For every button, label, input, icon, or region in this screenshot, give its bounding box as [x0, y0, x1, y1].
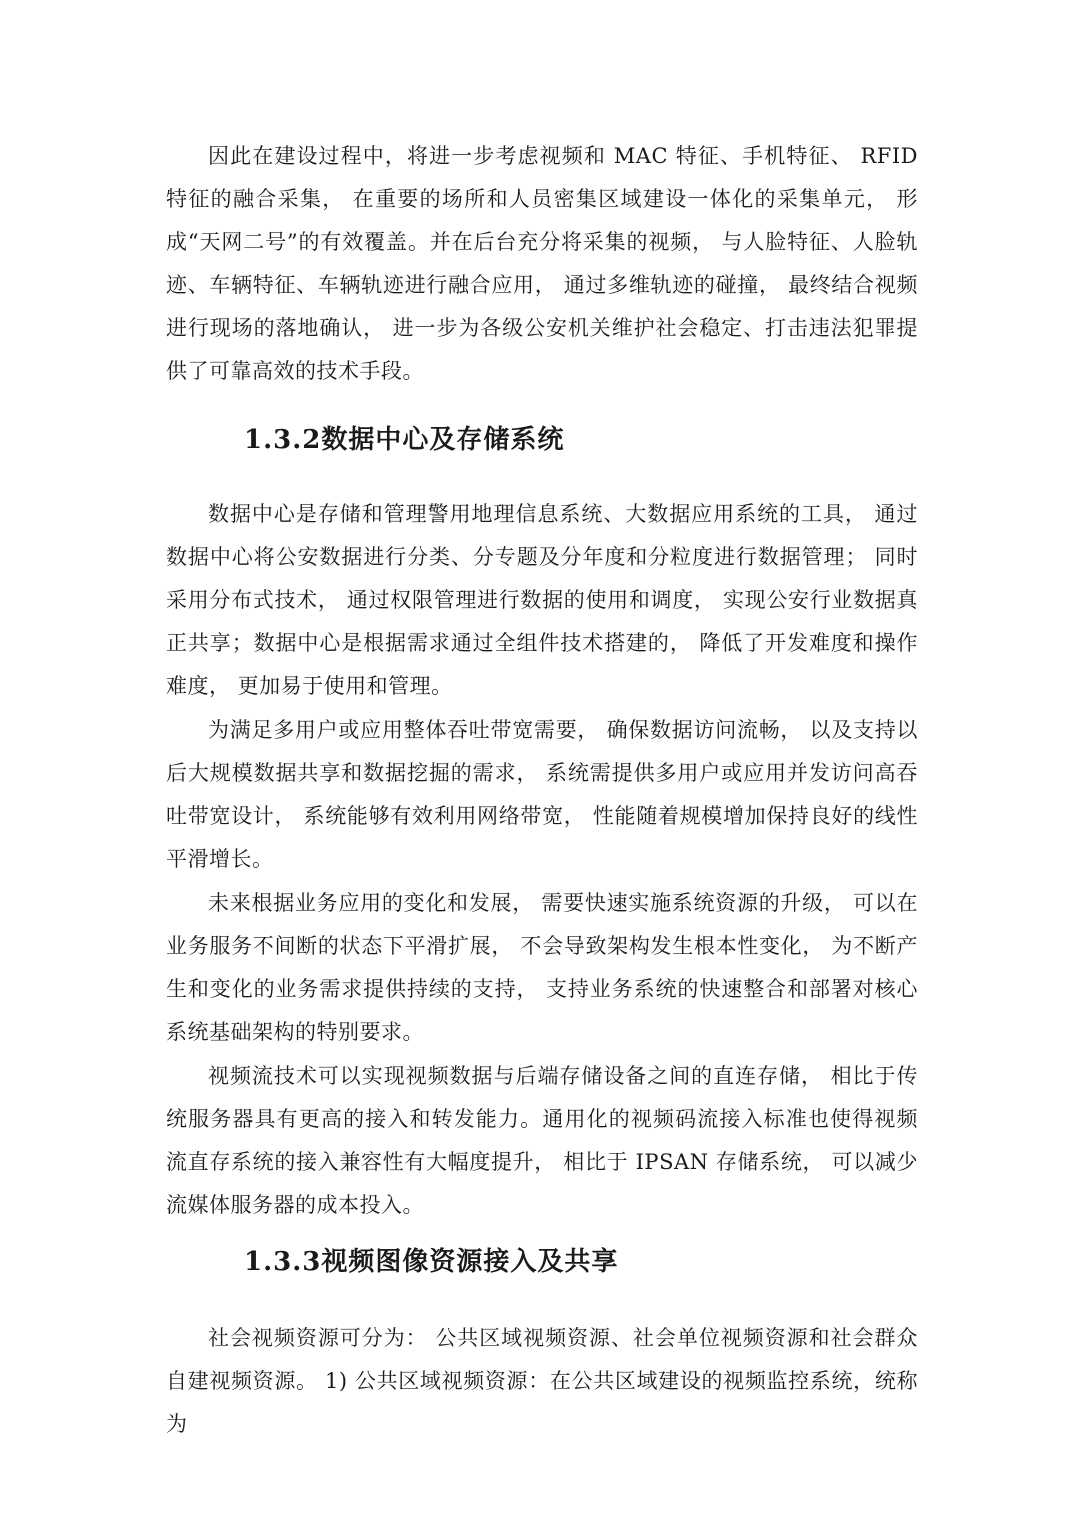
- section-1-3-2-body: [166, 493, 918, 1227]
- paragraph-video-stream: 视频流技术可以实现视频数据与后端存储设备之间的直连存储， 相比于传统服务器具有更高的接入和转发能力。通用化的视频码流接入标准也使得视频流直存系统的接入兼容性有大幅度提升， 相比于 IPSAN 存储系统， 可以减少流媒体服务器的成本投入。: [166, 1064, 918, 1217]
- intro-block: [166, 135, 918, 393]
- paragraph-scalability: 未来根据业务应用的变化和发展， 需要快速实施系统资源的升级， 可以在业务服务不间断的状态下平滑扩展， 不会导致架构发生根本性变化， 为不断产生和变化的业务需求提供持续的支持， 支持业务系统的快速整合和部署对核心系统基础架构的特别要求。: [166, 891, 918, 1044]
- section-1-3-3-body: [166, 1317, 918, 1446]
- paragraph-data-center: 数据中心是存储和管理警用地理信息系统、大数据应用系统的工具， 通过数据中心将公安数据进行分类、分专题及分年度和分粒度进行数据管理； 同时采用分布式技术， 通过权限管理进行数据的使用和调度， 实现公安行业数据真正共享；数据中心是根据需求通过全组件技术搭建的， 降低了开发难度和操作难度， 更加易于使用和管理。: [166, 502, 918, 698]
- section-heading-1-3-2: 1.3.2数据中心及存储系统: [244, 425, 565, 455]
- intro-paragraph: 因此在建设过程中，将进一步考虑视频和 MAC 特征、手机特征、 RFID 特征的融合采集， 在重要的场所和人员密集区域建设一体化的采集单元， 形成“天网二号”的有效覆盖。并在后台充分将采集的视频， 与人脸特征、人脸轨迹、车辆特征、车辆轨迹进行融合应用， 通过多维轨迹的碰撞， 最终结合视频进行现场的落地确认， 进一步为各级公安机关维护社会稳定、打击违法犯罪提供了可靠高效的技术手段。: [166, 144, 918, 383]
- paragraph-bandwidth: 为满足多用户或应用整体吞吐带宽需要， 确保数据访问流畅， 以及支持以后大规模数据共享和数据挖掘的需求， 系统需提供多用户或应用并发访问高吞吐带宽设计， 系统能够有效利用网络带宽， 性能随着规模增加保持良好的线性平滑增长。: [166, 718, 918, 871]
- paragraph-social-video: 社会视频资源可分为： 公共区域视频资源、社会单位视频资源和社会群众自建视频资源。 1) 公共区域视频资源：在公共区域建设的视频监控系统，统称为: [166, 1326, 918, 1436]
- section-heading-1-3-3: 1.3.3视频图像资源接入及共享: [244, 1247, 619, 1277]
